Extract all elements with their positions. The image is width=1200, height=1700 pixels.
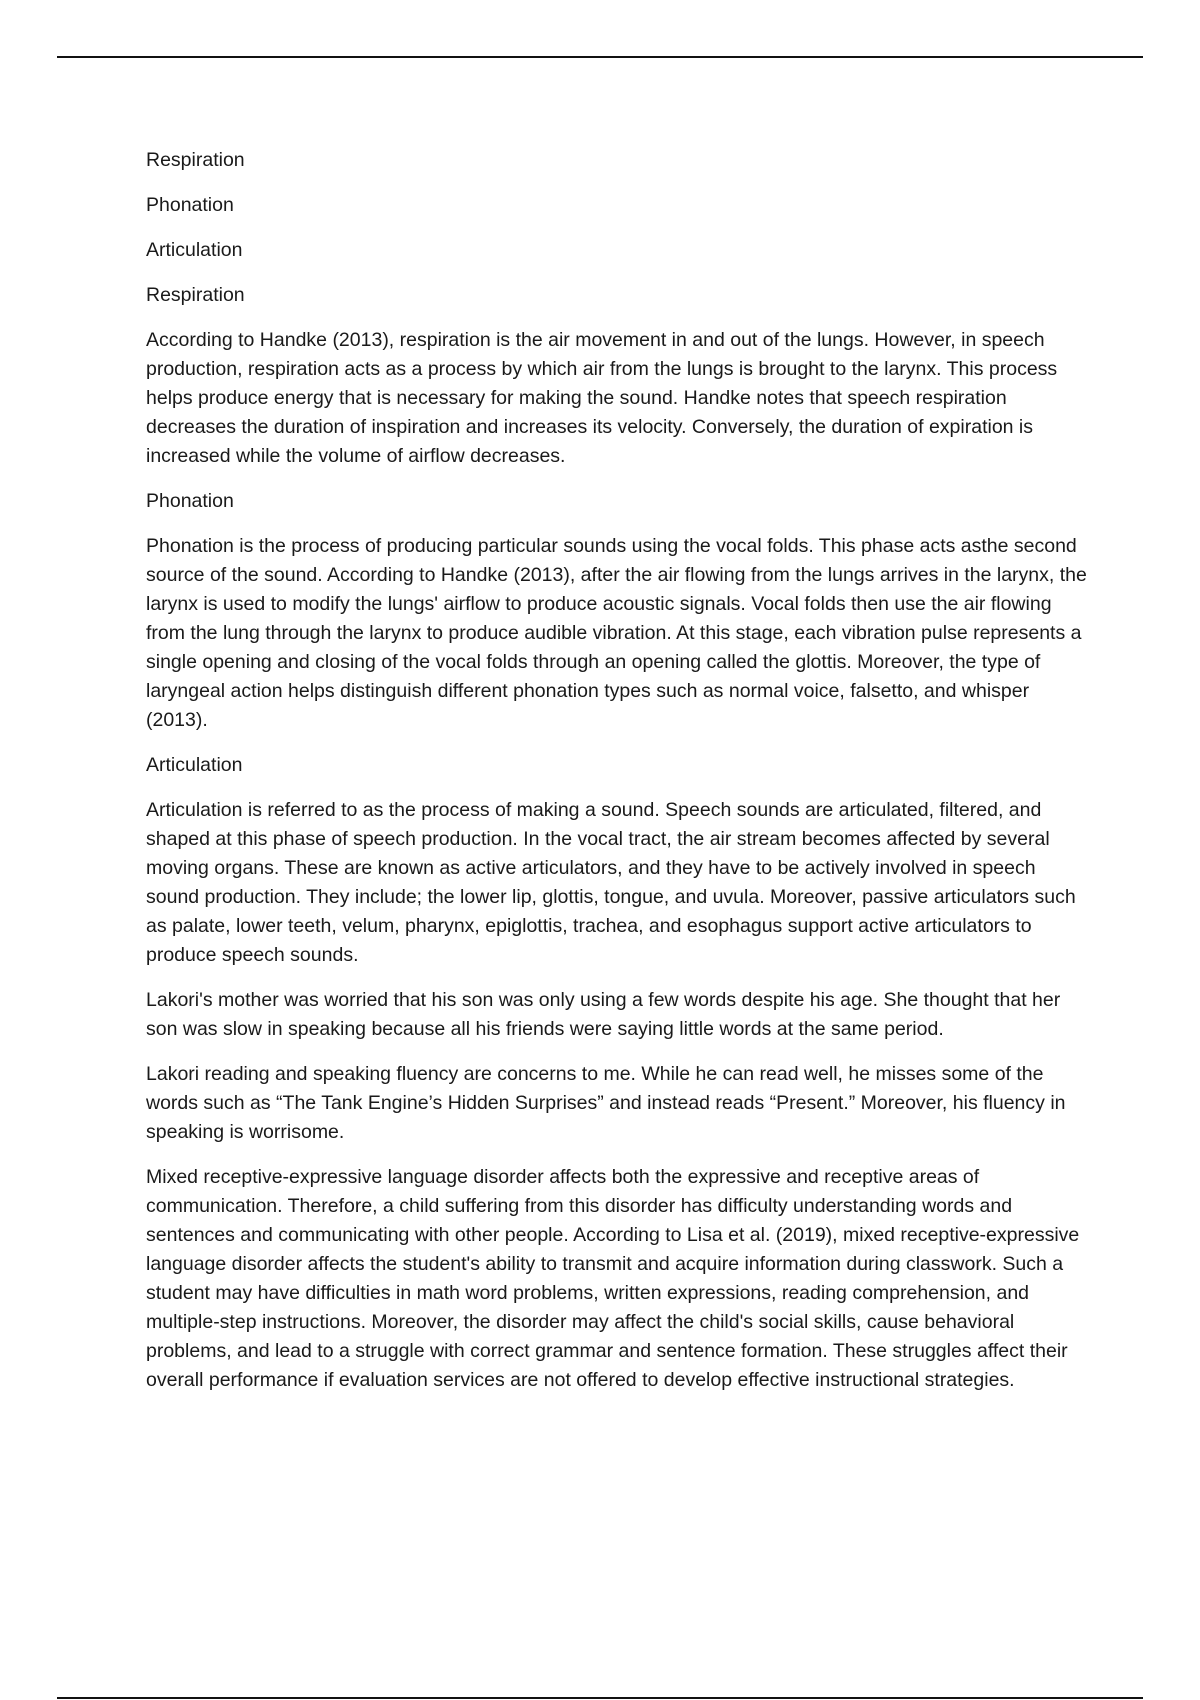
section-body-phonation: Phonation is the process of producing particular sounds using the vocal folds. This phase acts asthe second source of the sound. According to Handke (2013), after the air flowing from the lungs arrives in the larynx, the larynx is used to modify the lungs' airflow to produce acoustic signals. Vocal folds then use the air flowing from the lung through the larynx to produce audible vibration. At this stage, each vibration pulse represents a single opening and closing of the vocal folds through an opening called the glottis. Moreover, the type of laryngeal action helps distinguish different phonation types such as normal voice, falsetto, and whisper (2013). <box>146 535 1087 731</box>
document-body <box>146 146 1090 1411</box>
section-heading-articulation: Articulation <box>146 754 243 776</box>
outline-item-phonation: Phonation <box>146 194 234 216</box>
paragraph-language-disorder: Mixed receptive-expressive language disorder affects both the expressive and receptive areas of communication. Therefore, a child suffering from this disorder has difficulty understanding words and sentences and communicating with other people. According to Lisa et al. (2019), mixed receptive-expressive language disorder affects the student's ability to transmit and acquire information during classwork. Such a student may have difficulties in math word problems, written expressions, reading comprehension, and multiple-step instructions. Moreover, the disorder may affect the child's social skills, cause behavioral problems, and lead to a struggle with correct grammar and sentence formation. These struggles affect their overall performance if evaluation services are not offered to develop effective instructional strategies. <box>146 1166 1080 1391</box>
section-body-articulation: Articulation is referred to as the process of making a sound. Speech sounds are articulated, filtered, and shaped at this phase of speech production. In the vocal tract, the air stream becomes affected by several moving organs. These are known as active articulators, and they have to be actively involved in speech sound production. They include; the lower lip, glottis, tongue, and uvula. Moreover, passive articulators such as palate, lower teeth, velum, pharynx, epiglottis, trachea, and esophagus support active articulators to produce speech sounds. <box>146 799 1076 966</box>
outline-item-respiration: Respiration <box>146 149 245 171</box>
footer-rule <box>57 1697 1143 1699</box>
paragraph-mother-concern: Lakori's mother was worried that his son was only using a few words despite his age. She thought that her son was slow in speaking because all his friends were saying little words at the same period. <box>146 989 1061 1040</box>
outline-item-articulation: Articulation <box>146 239 243 261</box>
paragraph-reading-fluency: Lakori reading and speaking fluency are concerns to me. While he can read well, he misses some of the words such as “The Tank Engine’s Hidden Surprises” and instead reads “Present.” Moreover, his fluency in speaking is worrisome. <box>146 1063 1066 1143</box>
header-rule <box>57 56 1143 58</box>
section-body-respiration: According to Handke (2013), respiration is the air movement in and out of the lungs. However, in speech production, respiration acts as a process by which air from the lungs is brought to the larynx. This process helps produce energy that is necessary for making the sound. Handke notes that speech respiration decreases the duration of inspiration and increases its velocity. Conversely, the duration of expiration is increased while the volume of airflow decreases. <box>146 329 1058 467</box>
section-heading-respiration: Respiration <box>146 284 245 306</box>
section-heading-phonation: Phonation <box>146 490 234 512</box>
